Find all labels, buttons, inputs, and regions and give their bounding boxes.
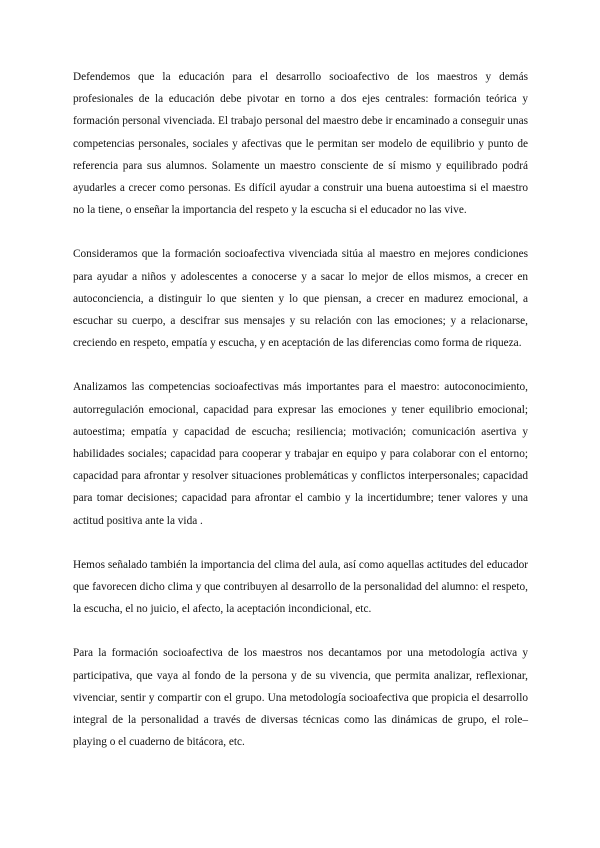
paragraph-analizamos: Analizamos las competencias socioafectivas más importantes para el maestro: autoconocimiento, autorregulación emocional, capacidad para expresar las emociones y tener equilibrio emocional; autoestima; empatía y capacidad de escucha; resiliencia; motivación; comunicación asertiva y habilidades sociales; capacidad para cooperar y trabajar en equipo y para colaborar con el entorno; capacidad para afrontar y resolver situaciones problemáticas y conflictos interpersonales; capacidad para tomar decisiones; capacidad para afrontar el cambio y la incertidumbre; tener valores y una actitud positiva ante la vida . (73, 381, 528, 527)
paragraph-consideramos: Consideramos que la formación socioafectiva vivenciada sitúa al maestro en mejores condiciones para ayudar a niños y adolescentes a conocerse y a sacar lo mejor de ellos mismos, a crecer en autoconciencia, a distinguir lo que sienten y lo que piensan, a crecer en madurez emocional, a escuchar su cuerpo, a descifrar sus mensajes y su relación con las emociones; y a relacionarse, creciendo en respeto, empatía y escucha, y en aceptación de las diferencias como forma de riqueza. (73, 248, 528, 350)
paragraph-metodologia: Para la formación socioafectiva de los maestros nos decantamos por una metodología activa y participativa, que vaya al fondo de la persona y de su vivencia, que permita analizar, reflexionar, vivenciar, sentir y compartir con el grupo. Una metodología socioafectiva que propicia el desarrollo integral de la personalidad a través de diversas técnicas como las dinámicas de grupo, el role–playing o el cuaderno de bitácora, etc. (73, 647, 528, 749)
paragraph-defendemos: Defendemos que la educación para el desarrollo socioafectivo de los maestros y demás profesionales de la educación debe pivotar en torno a dos ejes centrales: formación teórica y formación personal vivenciada. El trabajo personal del maestro debe ir encaminado a conseguir unas competencias personales, sociales y afectivas que le permitan ser modelo de equilibrio y punto de referencia para sus alumnos. Solamente un maestro consciente de sí mismo y equilibrado podrá ayudarles a crecer como personas. Es difícil ayudar a construir una buena autoestima si el maestro no la tiene, o enseñar la importancia del respeto y la escucha si el educador no las vive. (73, 71, 528, 217)
document-page (73, 66, 528, 775)
paragraph-hemos-senalado: Hemos señalado también la importancia del clima del aula, así como aquellas actitudes del educador que favorecen dicho clima y que contribuyen al desarrollo de la personalidad del alumno: el respeto, la escucha, el no juicio, el afecto, la aceptación incondicional, etc. (73, 558, 528, 616)
